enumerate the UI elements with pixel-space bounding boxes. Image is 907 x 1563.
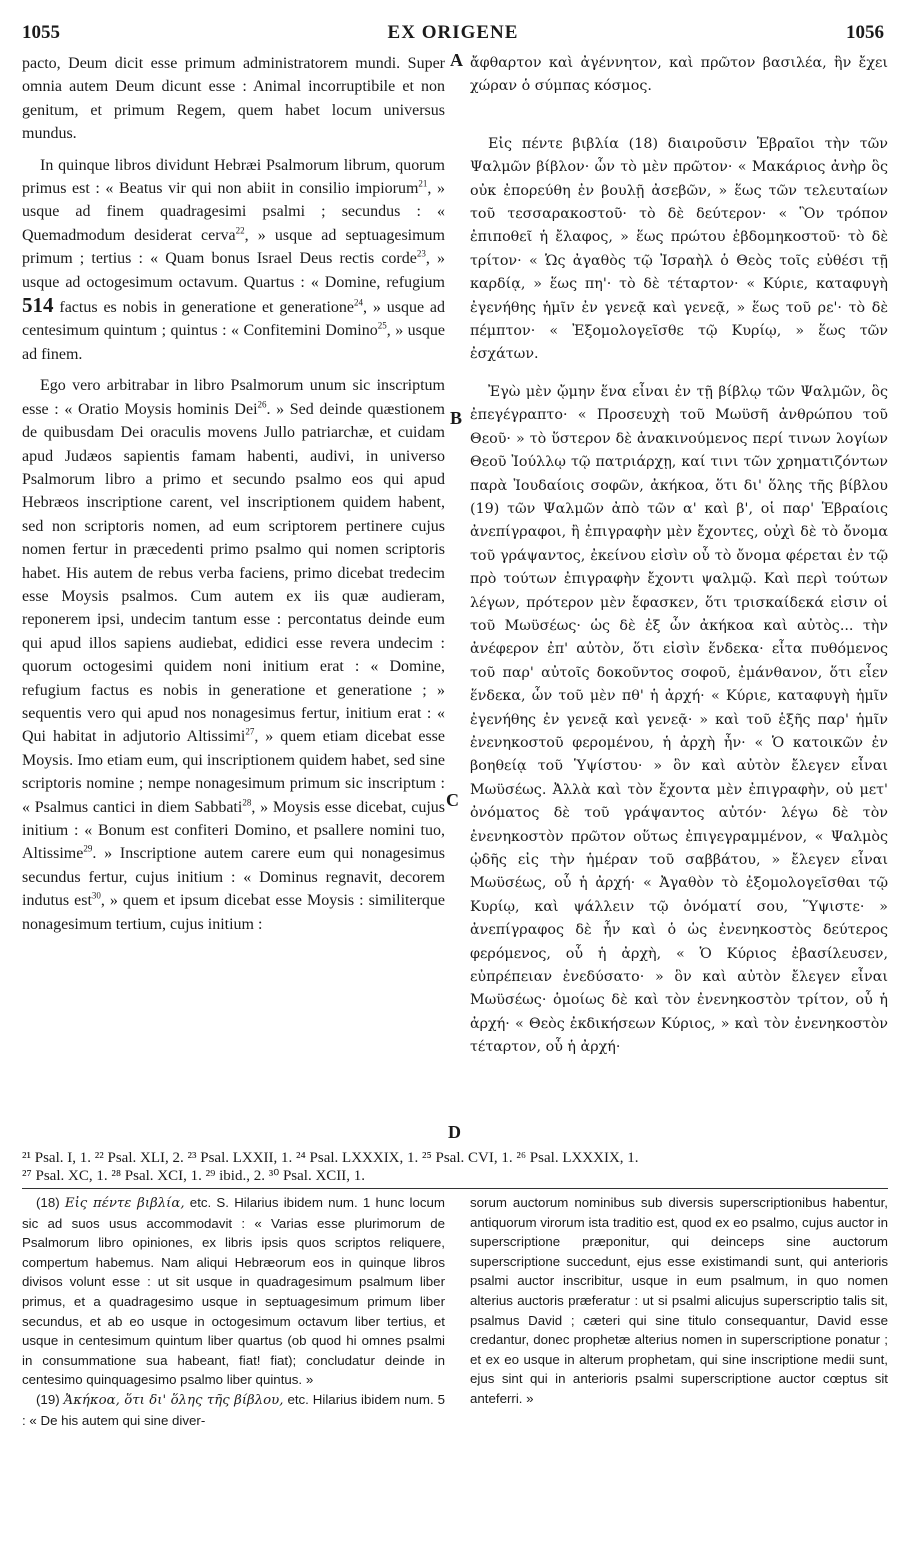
latin-paragraph-3 <box>22 374 445 936</box>
footnote-references-line-2: ²⁷ Psal. XC, 1. ²⁸ Psal. XCI, 1. ²⁹ ibid., 2. ³⁰ Psal. XCII, 1. <box>22 1168 366 1184</box>
latin-text: , » Moysis esse dicebat, cujus initium : « Bonum est confiteri Domino, et psallere nomini tuo, Altissime <box>22 798 445 863</box>
note-ref: 26 <box>257 399 267 410</box>
latin-text: , » quem etiam dicebat esse Moysis. Imo etiam eum, qui inscriptionem quidem habet, sed sine scriptoris nomine ; nempe nonagesimum primum sic inscriptum : « Psalmus cantici in diem Sabbati <box>22 728 446 816</box>
note-19 <box>22 1390 445 1430</box>
right-page-number: 1056 <box>846 22 884 43</box>
latin-text: . » Sed deinde quæstionem de quibusdam Dei oraculis movens Jullo patriarchæ, et cuidam apud Judæos sapientis famam habenti, audivi, in universo Psalmorum libro a primo et secundo psalmo eos qui apud Hebræos inscriptione carent, vel inscriptionem quidem habent, sed non scriptoris nomen, ad eum scriptorem pertinere cujus nomen fertur in præcedenti primo psalmo qui nomen scriptoris habet. His autem de rebus verba faciens, primo dicebat tredecim esse Moysis psalmos. Cum autem ex iis quæ audieram, reponerem ipsi, undecim tantum esse : percontatus deinde eum qui apud illos sapiens audiebat, edidici esse revera undecim : quorum octogesimi quidem noni initium erat : « Domine, refugium factus es nobis in generatione et generatione ; » sequentis vero qui apud nos nonagesimus fertur, initium erat : « Qui habitat in adjutorio Altissimi <box>22 400 445 746</box>
latin-text: , » usque ad finem quadragesimi psalmi ; secundus : « Quemadmodum desiderat cerva <box>22 180 445 244</box>
greek-paragraph-1: ἄφθαρτον καὶ ἀγέννητον, καὶ πρῶτον βασιλέα, ἣν ἔχει χώραν ὁ σύμπας κόσμος. <box>470 55 888 95</box>
note-ref: 24 <box>354 297 363 308</box>
latin-text: factus es nobis in generatione et generatione <box>59 299 354 317</box>
note-ref: 29 <box>83 844 93 855</box>
page-header <box>22 22 884 48</box>
footnote-divider <box>22 1188 888 1189</box>
greek-column <box>470 52 888 1060</box>
note-19-continued: sorum auctorum nominibus sub diversis superscriptionibus habentur, antiquorum virorum ista traditio est, quod ex eo psalmo, cujus auctor in superscriptione præponitur, qui deinceps sine auctorum superscriptione succedunt, ejus esse existimandi sunt, qui anterioris psalmi auctor inscribitur, usque in eum psalmum, in quo nomen alterius auctoris præferatur : ut si psalmi alicujus superscriptio talis sit, psalmus David ; cæteri qui sine titulo consequantur, David esse credantur, donec prophetæ alterius nomen in superscriptione ponatur ; et ex eo usque in alterum prophetam, qui sine inscriptione medii sunt, ejus sint qui in anterioris psalmi superscriptione auctor cœptus sit anteferri. » <box>470 1195 888 1406</box>
note-ref: 22 <box>235 225 245 236</box>
margin-letter-c: C <box>446 790 459 810</box>
column-number: 514 <box>22 293 54 318</box>
latin-column <box>22 52 445 936</box>
latin-text: . » Inscriptione autem carere eum qui nonagesimus secundus fertur, cujus initium : « Dominus regnavit, decorem indutus est <box>22 845 445 910</box>
margin-letter-b: B <box>450 408 463 428</box>
latin-text: In quinque libros dividunt Hebræi Psalmorum librum, quorum primus est : « Beatus vir qui non abiit in consilio impiorum <box>22 156 445 198</box>
notes-left-column <box>22 1193 445 1430</box>
note-ref: 28 <box>242 797 252 808</box>
running-title: EX ORIGENE <box>387 22 519 43</box>
latin-text: , » usque ad centesimum quintum ; quintus : « Confitemini Domino <box>22 299 446 340</box>
margin-letter-a: A <box>450 50 463 70</box>
note-ref: 30 <box>91 890 101 901</box>
margin-letter-d: D <box>448 1122 461 1142</box>
note-lemma: Ἀκήκοα, ὅτι δι' ὅλης τῆς βίβλου, <box>63 1392 284 1408</box>
latin-paragraph-1: pacto, Deum dicit esse primum administratorem mundi. Super omnia autem Deum dicunt esse : Animal incorruptibile et non genitum, et primum Regem, quem habet locum universus mundus. <box>22 55 445 143</box>
greek-paragraph-2: Εἰς πέντε βιβλία (18) διαιροῦσιν Ἑβραῖοι τὴν τῶν Ψαλμῶν βίβλον· ὧν τὸ μὲν πρῶτον· « Μακάριος ἀνὴρ ὃς οὐκ ἐπορεύθη ἐν βουλῇ ἀσεβῶν, » ἕως τῶν τελευταίων τοῦ τεσσαρακοστοῦ· τὸ δὲ δεύτερον· « Ὃν τρόπον ἐπιποθεῖ ἡ ἔλαφος, » ἕως πρώτου ἑβδομηκοστοῦ· τὸ δὲ τρίτον· « Ὡς ἀγαθὸς τῷ Ἰσραὴλ ὁ Θεὸς τοῖς εὐθέσι τῇ καρδίᾳ, » ἕως πη'· τὸ δὲ τέταρτον· « Κύριε, καταφυγὴ ἐγενήθης ἡμῖν ἐν γενεᾷ καὶ γενεᾷ, » ἕως τοῦ ρε'· τὸ δὲ πέμπτον· « Ἐξομολογεῖσθε τῷ Κυρίῳ, » ἕως τῶν ἐσχάτων. <box>470 135 888 363</box>
note-ref: 25 <box>377 321 387 332</box>
note-text: etc. Hilarius ibidem num. 5 : « De his autem qui sine diver- <box>22 1391 446 1428</box>
latin-text: Ego vero arbitrabar in libro Psalmorum unum sic inscriptum esse : « Oratio Moysis hominis Dei <box>22 377 445 418</box>
note-ref: 27 <box>245 727 255 738</box>
notes-right-column <box>470 1193 888 1409</box>
note-lemma: Εἰς πέντε βιβλία, <box>64 1196 185 1211</box>
greek-paragraph-3: Ἐγὼ μὲν ᾤμην ἕνα εἶναι ἐν τῇ βίβλῳ τῶν Ψαλμῶν, ὃς ἐπεγέγραπτο· « Προσευχὴ τοῦ Μωϋσῆ ἀνθρώπου τοῦ Θεοῦ· » τὸ ὕστερον δὲ ἀνακινούμενος περί τινων λογίων Θεοῦ Ἰούλλῳ τῷ πατριάρχῃ, καί τινι τῶν χρηματιζόντων παρὰ Ἰουδαίοις σοφῶν, ἀκήκοα, ὅτι δι' ὅλης τῆς βίβλου (19) τῶν Ψαλμῶν ἀπὸ τῶν α' καὶ β', οἱ παρ' Ἑβραίοις ἀνεπίγραφοι, ἢ ἐπιγραφὴν μὲν ἔχοντες, οὐχὶ δὲ τὸ ὄνομα τοῦ γράψαντος, ἐκείνου εἰσὶν οὗ τὸ ὄνομα φέρεται ἐν τῷ πρὸ τούτων ἐπιγραφὴν ἔχοντι ψαλμῷ. Καὶ περὶ τούτων λέγων, πρότερον μὲν ἔφασκεν, ὅτι τρισκαίδεκά εἰσιν οἱ τοῦ Μωϋσέως· ὡς δὲ ἐξ ὧν ἀκήκοα καὶ αὐτὸς... τὴν ἀνέφερον ἐπ' αὐτὸν, ὅτι εἰσὶν ἕνδεκα· εἶτα πυθόμενος τοῦ παρ' αὐτοῖς δοκοῦντος σοφοῦ, ἐμάνθανον, ὅτι εἶεν ἕνδεκα, ὧν τοῦ μὲν πθ' ἡ ἀρχή· « Κύριε, καταφυγὴ ἡμῖν ἐγενήθης ἐν γενεᾷ καὶ γενεᾷ· » καὶ τοῦ ἑξῆς παρ' ἡμῖν ἐνενηκοστοῦ φερομένου, ἡ ἀρχὴ ἦν· « Ὁ κατοικῶν ἐν βοηθείᾳ τοῦ Ὑψίστου· » ὃν καὶ αὐτὸν ἔλεγεν εἶναι Μωϋσέως. Ἀλλὰ καὶ τὸν ἔχοντα μὲν ἐπιγραφὴν, οὐ μετ' ὀνόματος δὲ τοῦ γράψαντος αὐτόν· λέγω δὲ τὸν ἐνενηκοστὸν πρῶτον οὕτως ἐπιγεγραμμένον, « Ψαλμὸς ᾠδῆς εἰς τὴν ἡμέραν τοῦ σαββάτου, » ἔλεγεν εἶναι Μωϋσέως, οὗ ἡ ἀρχή· « Ἀγαθὸν τὸ ἐξομολογεῖσθαι τῷ Κυρίῳ, καὶ ψάλλειν τῷ ὀνόματί σου, Ὕψιστε· » ἀνεπίγραφος δὲ ἦν καὶ ὁ ὡς ἐνενηκοστὸς δεύτερος φερόμενος, οὗ ἡ ἀρχὴ, « Ὁ Κύριος ἐβασίλευσεν, εὐπρέπειαν ἐνεδύσατο· » ὃν καὶ αὐτὸν ἔλεγεν εἶναι Μωϋσέως· ὁμοίως δὲ καὶ τὸν ἐνενηκοστὸν τρίτον, οὗ ἡ ἀρχή· « Θεὸς ἐκδικήσεων Κύριος, » καὶ τὸν ἐνενηκοστὸν τέταρτον, οὗ ἡ ἀρχή· <box>470 383 888 1056</box>
note-text: etc. S. Hilarius ibidem num. 1 hunc locum sic ad suos usus accommodavit : « Varias esse plurimorum de Psalmorum libro opiniones, ex libris ipsis quos scriptos reliquere, compertum habemus. Nam aliqui Hebræorum eos in quinque libros divisos volunt esse : ut sit usque in quadragesimum psalmum liber primus, et a quadragesimo usque in septuagesimum primum liber secundus, et ab eo usque in octogesimum octavum liber tertius, et usque in centesimum quintum liber quartus (ob quod hi omnes psalmi in consummatione sua habeant, fiat! fiat); concludatur deinde in centesimo quinquagesimo psalmo liber quintus. » <box>22 1195 445 1388</box>
latin-text: , » quem et ipsum dicebat esse Moysis : similiterque nonagesimum tertium, cujus initium : <box>22 892 446 933</box>
latin-text: , » usque ad finem. <box>22 322 446 363</box>
latin-text: , » usque ad septuagesimum primum ; tertius : « Quam bonus Israel Deus rectis corde <box>22 226 446 268</box>
latin-text: , » usque ad octogesimum octavum. Quartus : « Domine, refugium <box>22 250 446 291</box>
note-18 <box>22 1193 445 1390</box>
note-ref: 23 <box>416 248 426 259</box>
latin-paragraph-2 <box>22 154 445 367</box>
note-label: (18) <box>36 1195 60 1210</box>
left-page-number: 1055 <box>22 22 60 43</box>
note-ref: 21 <box>418 178 428 189</box>
note-label: (19) <box>36 1391 60 1407</box>
footnote-references-line-1: ²¹ Psal. I, 1. ²² Psal. XLI, 2. ²³ Psal. LXXII, 1. ²⁴ Psal. LXXXIX, 1. ²⁵ Psal. CVI, 1. ²⁶ Psal. LXXXIX, 1. <box>22 1150 639 1166</box>
